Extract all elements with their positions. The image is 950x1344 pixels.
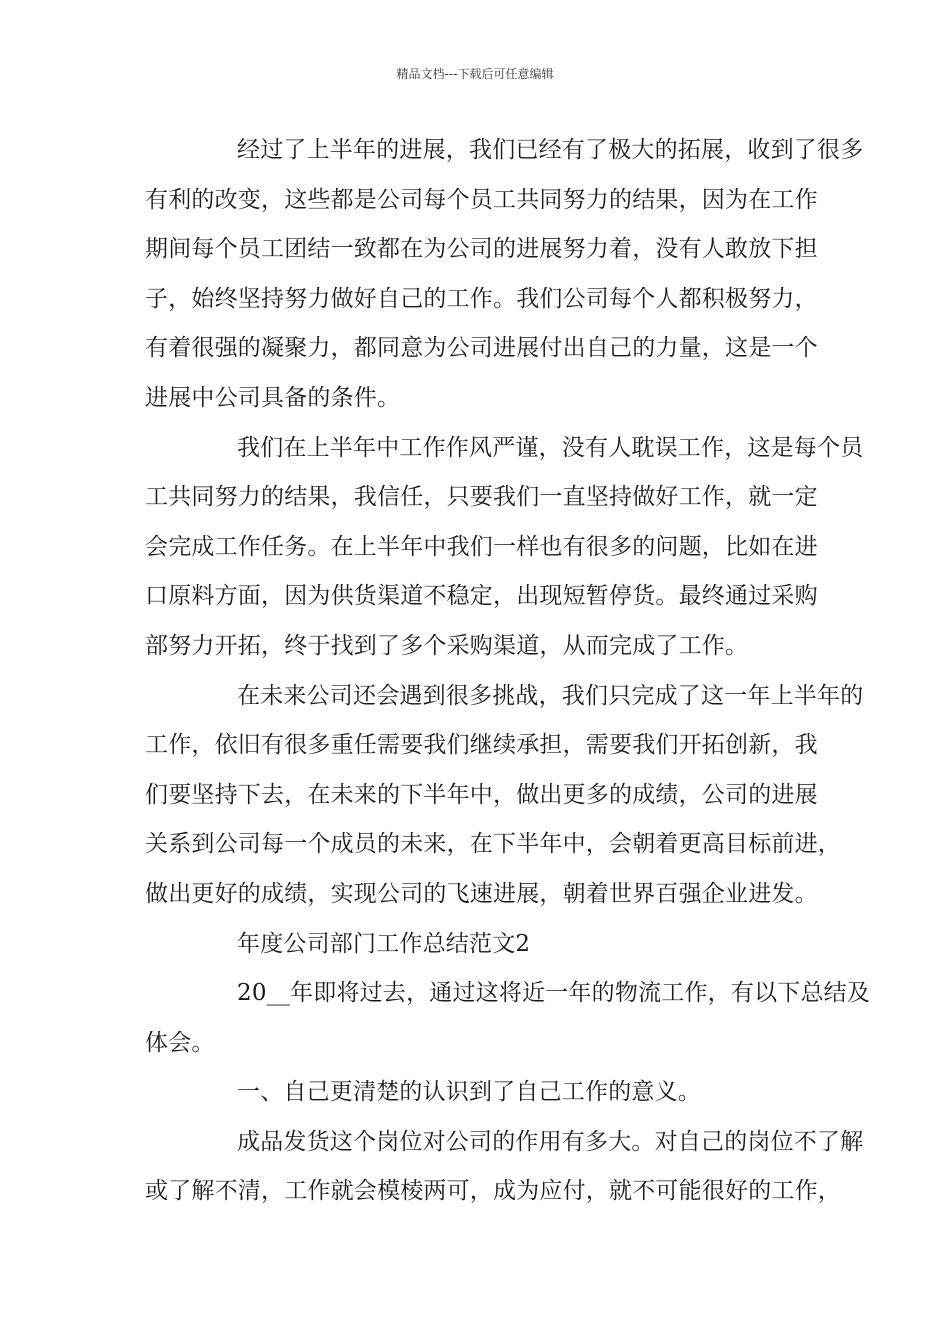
section-title [145,920,825,970]
text-line: 20__年即将过去，通过这将近一年的物流工作，有以下总结及 [237,980,871,1007]
paragraph-1 [145,126,864,424]
heading-item-1 [145,1068,825,1118]
text-line: 工共同努力的结果，我信任，只要我们一直坚持做好工作，就一定 [145,484,818,511]
document-body [145,126,871,1217]
text-line: 工作，依旧有很多重任需要我们继续承担，需要我们开拓创新，我 [145,732,818,759]
text-line: 一、自己更清楚的认识到了自己工作的意义。 [237,1079,701,1106]
paragraph-3 [145,672,864,920]
text-line: 做出更好的成绩，实现公司的飞速进展，朝着世界百强企业进发。 [145,880,818,907]
text-line: 或了解不清，工作就会模棱两可，成为应付，就不可能很好的工作， [145,1178,841,1205]
text-line: 口原料方面，因为供货渠道不稳定，出现短暂停货。最终通过采购 [145,583,818,610]
text-line: 经过了上半年的进展，我们已经有了极大的拓展，收到了很多 [237,137,864,163]
text-line: 会完成工作任务。在上半年中我们一样也有很多的问题，比如在进 [145,533,818,560]
paragraph-2 [145,424,864,672]
text-line: 关系到公司每一个成员的未来，在下半年中，会朝着更高目标前进， [145,831,841,858]
text-line: 部努力开拓，终于找到了多个采购渠道，从而完成了工作。 [145,632,749,659]
text-line: 我们在上半年中工作作风严谨，没有人耽误工作，这是每个员 [237,434,864,461]
text-line: 有着很强的凝聚力，都同意为公司进展付出自己的力量，这是一个 [145,335,818,362]
text-line: 成品发货这个岗位对公司的作用有多大。对自己的岗位不了解 [237,1128,864,1155]
text-line: 在未来公司还会遇到很多挑战，我们只完成了这一年上半年的 [237,682,864,709]
text-line: 体会。 [145,1029,215,1056]
paragraph-5 [145,1118,864,1217]
text-line: 子，始终坚持努力做好自己的工作。我们公司每个人都积极努力， [145,285,818,312]
text-line: 们要坚持下去，在未来的下半年中，做出更多的成绩，公司的进展 [145,781,818,808]
text-line: 有利的改变，这些都是公司每个员工共同努力的结果，因为在工作 [145,186,818,213]
text-line: 期间每个员工团结一致都在为公司的进展努力着，没有人敢放下担 [145,236,818,263]
text-line: 进展中公司具备的条件。 [145,384,401,411]
text-line: 年度公司部门工作总结范文2 [237,930,531,957]
page-header: 精品文档---下载后可任意编辑 [396,67,554,81]
paragraph-4 [145,969,871,1068]
